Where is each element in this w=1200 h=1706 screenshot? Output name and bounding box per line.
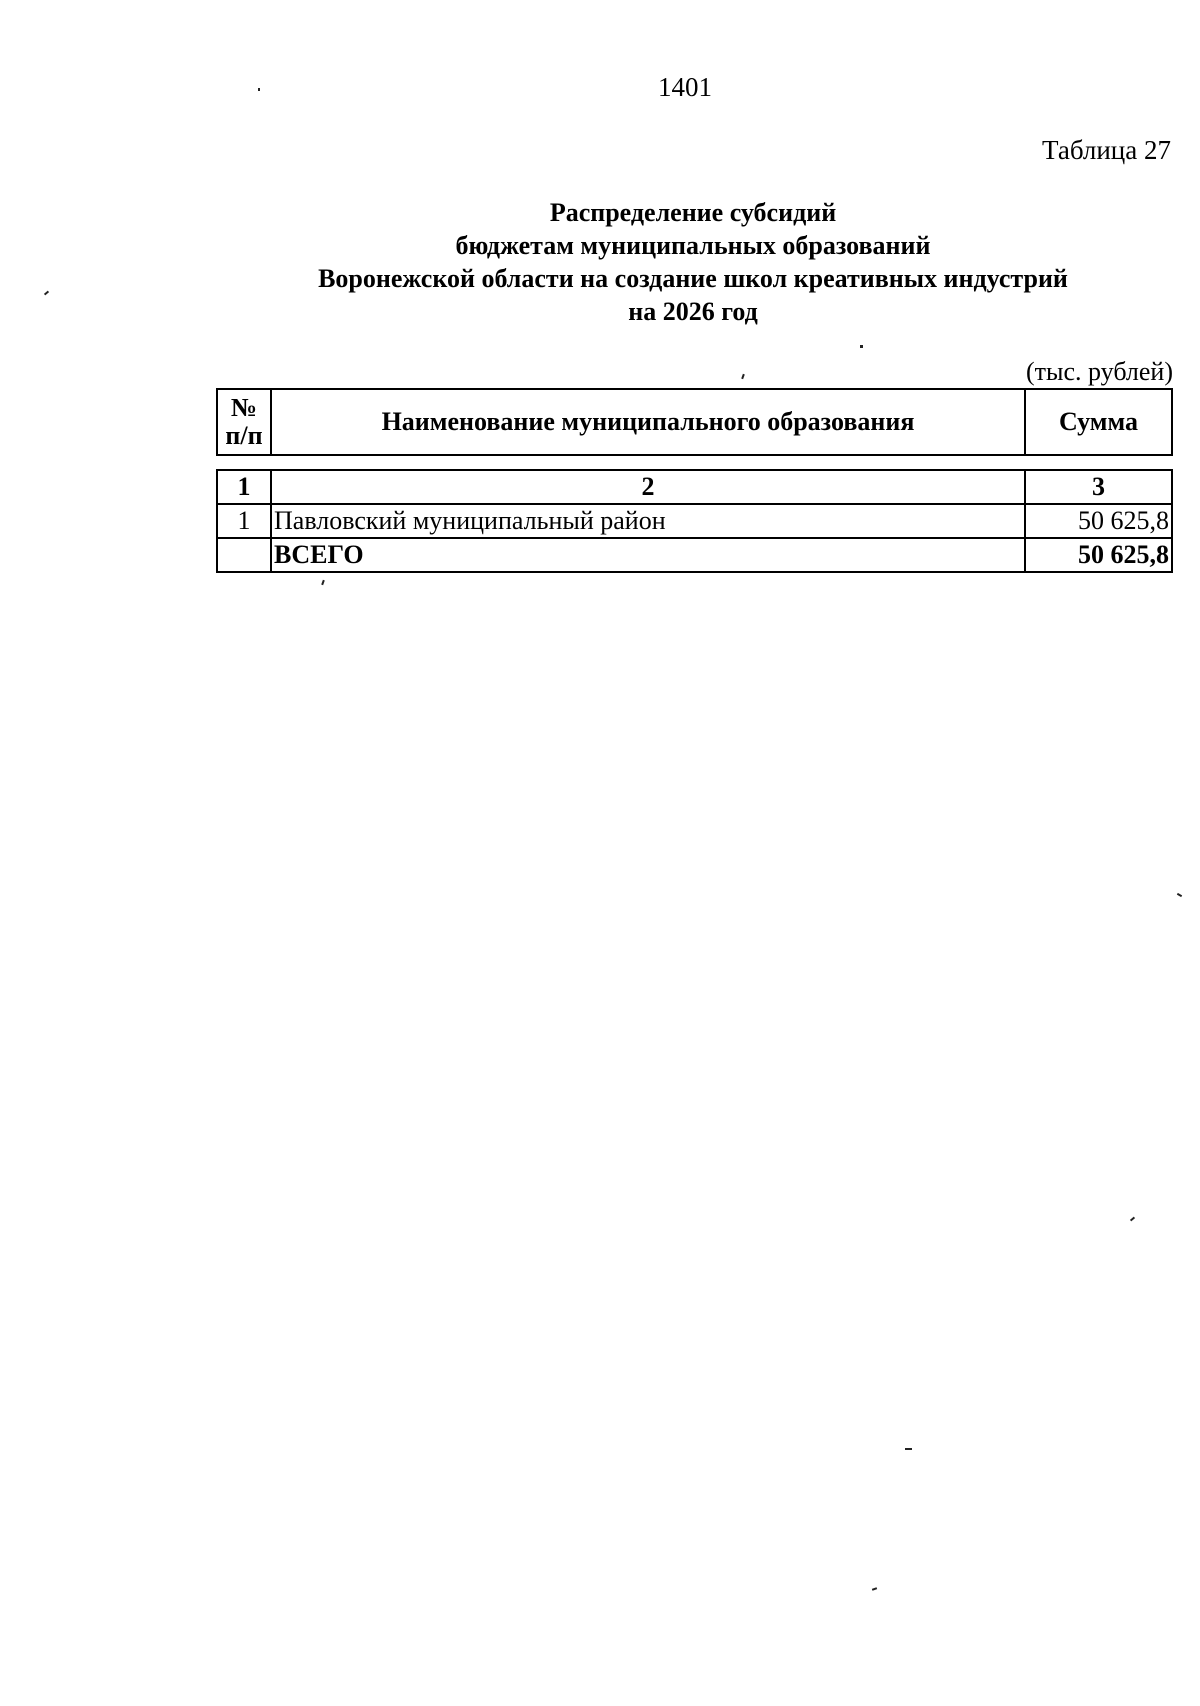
column-number-row — [217, 470, 1172, 504]
page-number: 1401 — [658, 72, 712, 102]
header-num-line2: п/п — [225, 421, 263, 450]
table-row — [217, 504, 1172, 538]
total-row — [217, 538, 1172, 572]
scan-speck — [258, 88, 260, 91]
scan-speck — [1130, 1217, 1135, 1222]
scan-speck — [44, 291, 49, 296]
row-sum: 50 625,8 — [1025, 504, 1172, 538]
column-number-1: 1 — [217, 470, 271, 504]
table-label: Таблица 27 — [1042, 135, 1171, 165]
table-header — [216, 388, 1173, 456]
title-line-1: Распределение субсидий — [549, 198, 837, 227]
scan-speck — [905, 1448, 912, 1450]
scan-speck — [860, 345, 863, 348]
scan-speck — [872, 1587, 877, 1591]
total-label: ВСЕГО — [271, 538, 1025, 572]
header-row — [217, 389, 1172, 455]
column-number-3: 3 — [1025, 470, 1172, 504]
scan-speck — [1177, 893, 1182, 897]
header-name: Наименование муниципального образования — [271, 389, 1025, 455]
row-name: Павловский муниципальный район — [271, 504, 1025, 538]
title-line-4: на 2026 год — [628, 297, 758, 326]
scan-speck — [321, 580, 325, 585]
title-line-3: Воронежской области на создание школ креативных индустрий — [318, 264, 1068, 293]
units-label: (тыс. рублей) — [1025, 357, 1173, 386]
column-number-2: 2 — [271, 470, 1025, 504]
header-num-line1: № — [230, 393, 258, 422]
total-num — [217, 538, 271, 572]
row-num: 1 — [217, 504, 271, 538]
total-sum: 50 625,8 — [1025, 538, 1172, 572]
title-line-2: бюджетам муниципальных образований — [455, 231, 931, 260]
header-sum: Сумма — [1025, 389, 1172, 455]
header-num — [217, 389, 271, 455]
scan-speck — [741, 374, 745, 379]
document-title — [215, 196, 1171, 328]
data-table — [216, 469, 1173, 573]
